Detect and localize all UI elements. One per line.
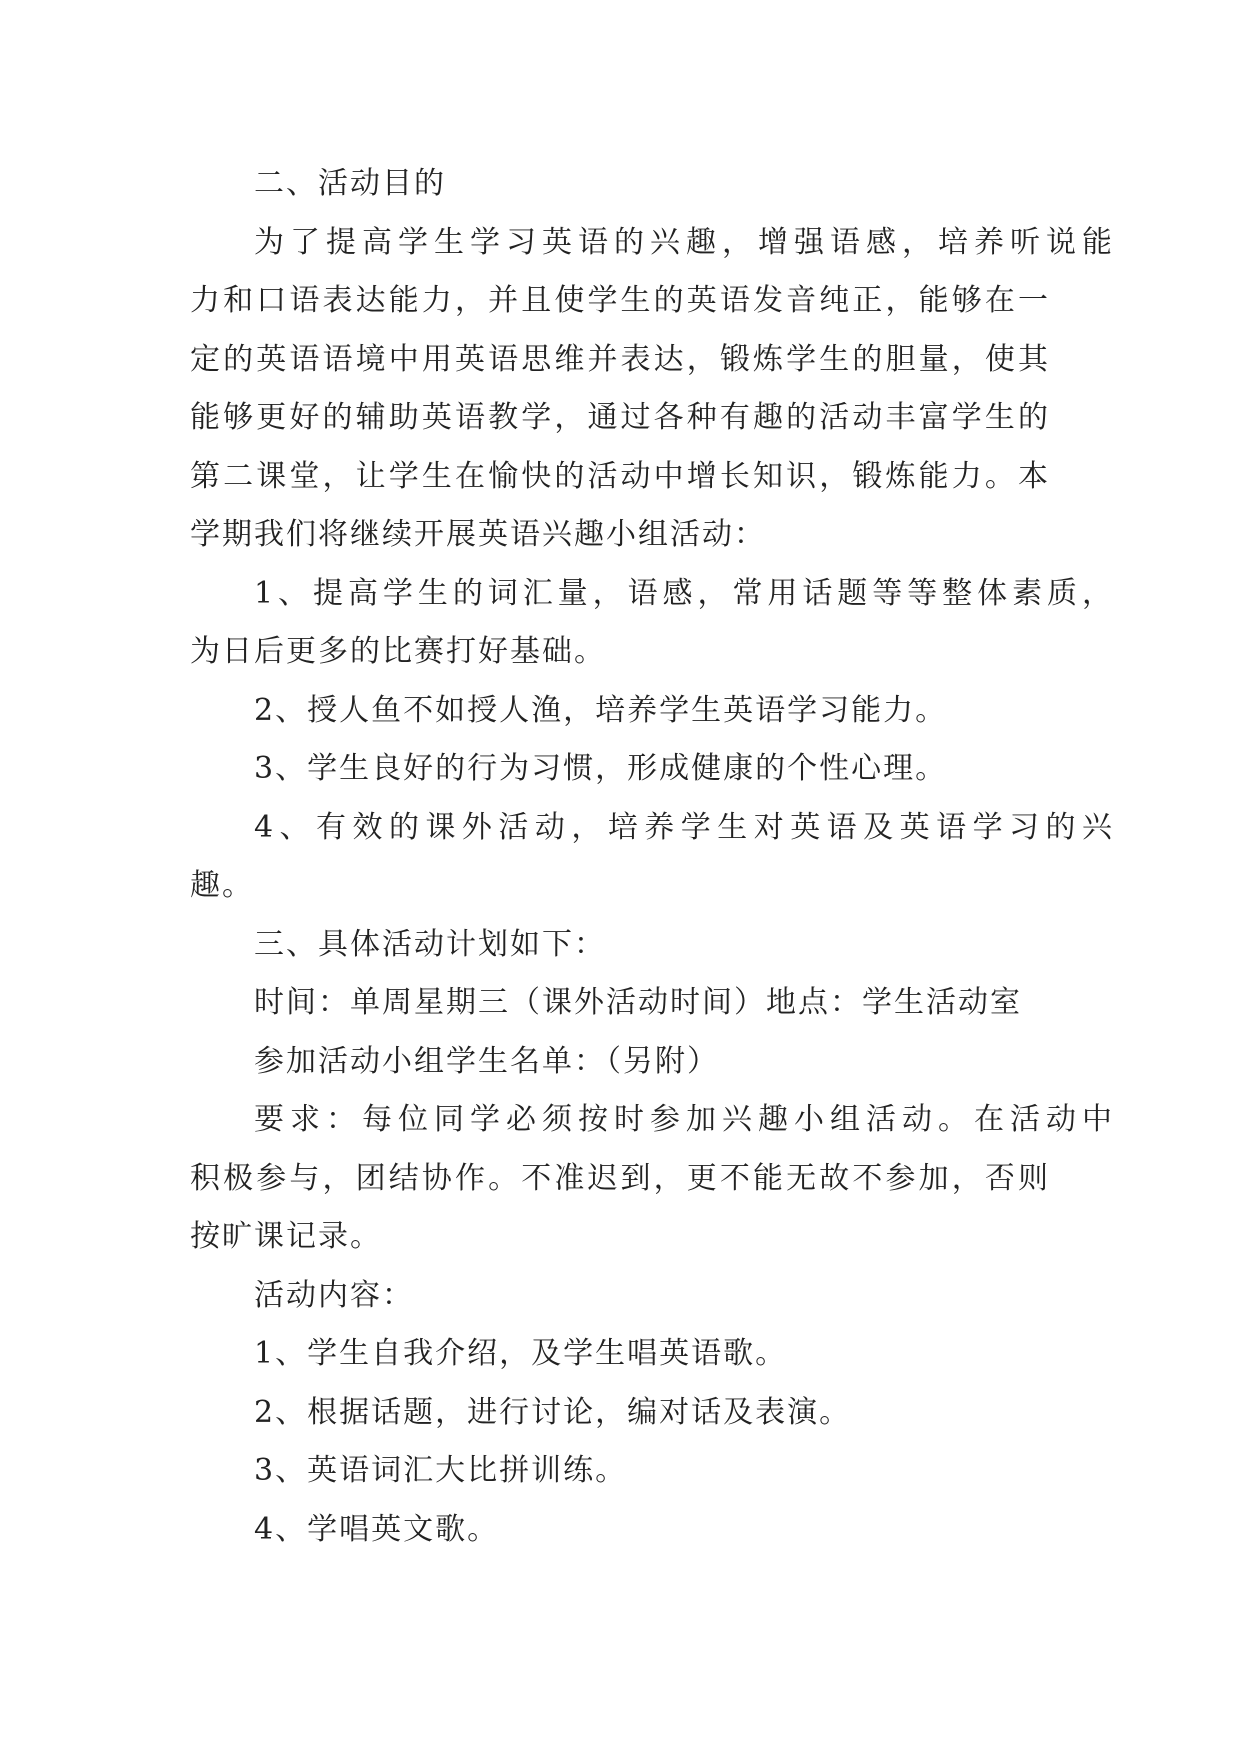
goal-item: 3、学生良好的行为习惯，形成健康的个性心理。 <box>254 751 948 786</box>
requirements-line: 要求：每位同学必须按时参加兴趣小组活动。在活动中 <box>254 1102 1114 1137</box>
paragraph-line: 为了提高学生学习英语的兴趣，增强语感，培养听说能 <box>254 224 1114 260</box>
goal-item-continuation: 趣。 <box>190 868 254 903</box>
section-heading-purpose: 二、活动目的 <box>254 166 446 201</box>
content-item: 3、英语词汇大比拼训练。 <box>254 1453 628 1488</box>
goal-item: 2、授人鱼不如授人渔，培养学生英语学习能力。 <box>254 692 948 728</box>
content-item: 2、根据话题，进行讨论，编对话及表演。 <box>254 1394 852 1430</box>
document-page <box>190 155 1114 1559</box>
paragraph-line: 第二课堂，让学生在愉快的活动中增长知识，锻炼能力。本 <box>190 458 1050 494</box>
goal-item: 4、有效的课外活动，培养学生对英语及英语学习的兴 <box>254 809 1114 845</box>
section-heading-plan: 三、具体活动计划如下： <box>254 926 606 962</box>
content-item: 1、学生自我介绍，及学生唱英语歌。 <box>254 1336 788 1371</box>
requirements-line: 积极参与，团结协作。不准迟到，更不能无故不参加，否则 <box>190 1160 1050 1196</box>
content-heading: 活动内容： <box>254 1277 414 1313</box>
requirements-line: 按旷课记录。 <box>190 1219 382 1254</box>
goal-item-continuation: 为日后更多的比赛打好基础。 <box>190 634 606 669</box>
goal-item: 1、提高学生的词汇量，语感，常用话题等等整体素质， <box>254 575 1114 611</box>
time-location-line: 时间：单周星期三（课外活动时间）地点：学生活动室 <box>254 985 1022 1020</box>
member-list-line: 参加活动小组学生名单：（另附） <box>254 1043 719 1079</box>
paragraph-line: 能够更好的辅助英语教学，通过各种有趣的活动丰富学生的 <box>190 400 1050 435</box>
paragraph-line: 学期我们将继续开展英语兴趣小组活动： <box>190 517 766 552</box>
paragraph-line: 定的英语语境中用英语思维并表达，锻炼学生的胆量，使其 <box>190 341 1050 377</box>
content-item: 4、学唱英文歌。 <box>254 1511 500 1547</box>
paragraph-line: 力和口语表达能力，并且使学生的英语发音纯正，能够在一 <box>190 283 1050 318</box>
